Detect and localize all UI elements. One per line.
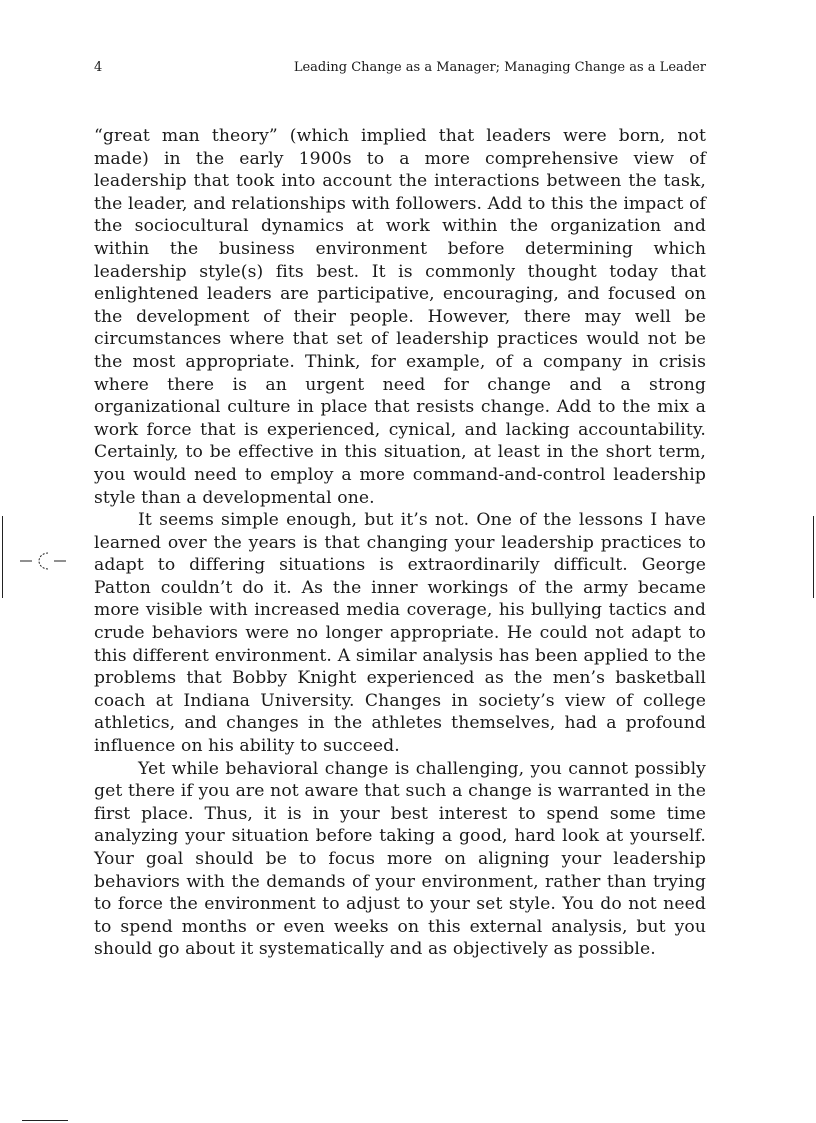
crop-mark-right: [813, 516, 814, 598]
paragraph-2: It seems simple enough, but it’s not. One of the lessons I have learned over the years is that changing your leadership practices to adapt to differing situations is extraordinarily difficult. George Patton couldn’t do it. As the inner workings of the army became more visible with increased media coverage, his bullying tactics and crude behaviors were no longer appropriate. He could not adapt to this different environment. A similar analysis has been applied to the problems that Bobby Knight experienced as the men’s basketball coach at Indiana University. Changes in society’s view of college athletics, and changes in the athletes themselves, had a profound influence on his ability to succeed.: [94, 510, 706, 757]
body-text: [94, 125, 706, 961]
registration-mark-icon: [18, 549, 68, 573]
running-head: [94, 58, 706, 78]
running-title: Leading Change as a Manager; Managing Change as a Leader: [293, 60, 706, 75]
crop-mark-left: [2, 516, 3, 598]
crop-mark-bottom: [22, 1120, 68, 1121]
paragraph-3: Yet while behavioral change is challenging, you cannot possibly get there if you are not aware that such a change is warranted in the first place. Thus, it is in your best interest to spend some time analyzing your situation before taking a good, hard look at yourself. Your goal should be to focus more on aligning your leadership behaviors with the demands of your environment, rather than trying to force the environment to adjust to your set style. You do not need to spend months or even weeks on this external analysis, but you should go about it systematically and as objectively as possible.: [94, 758, 706, 960]
paragraph-1: “great man theory” (which implied that leaders were born, not made) in the early 1900s to a more comprehensive view of leadership that took into account the interactions between the task, the leader, and relationships with followers. Add to this the impact of the sociocultural dynamics at work within the organization and within the business environment before determining which leadership style(s) fits best. It is commonly thought today that enlightened leaders are participative, encouraging, and focused on the development of their people. However, there may well be circumstances where that set of leadership practices would not be the most appropriate. Think, for example, of a company in crisis where there is an urgent need for change and a strong organizational culture in place that resists change. Add to the mix a work force that is experienced, cynical, and lacking accountability. Certainly, to be effective in this situation, at least in the short term, you would need to employ a more command-and-control leadership style than a developmental one.: [94, 126, 706, 508]
page-number: 4: [94, 60, 103, 75]
